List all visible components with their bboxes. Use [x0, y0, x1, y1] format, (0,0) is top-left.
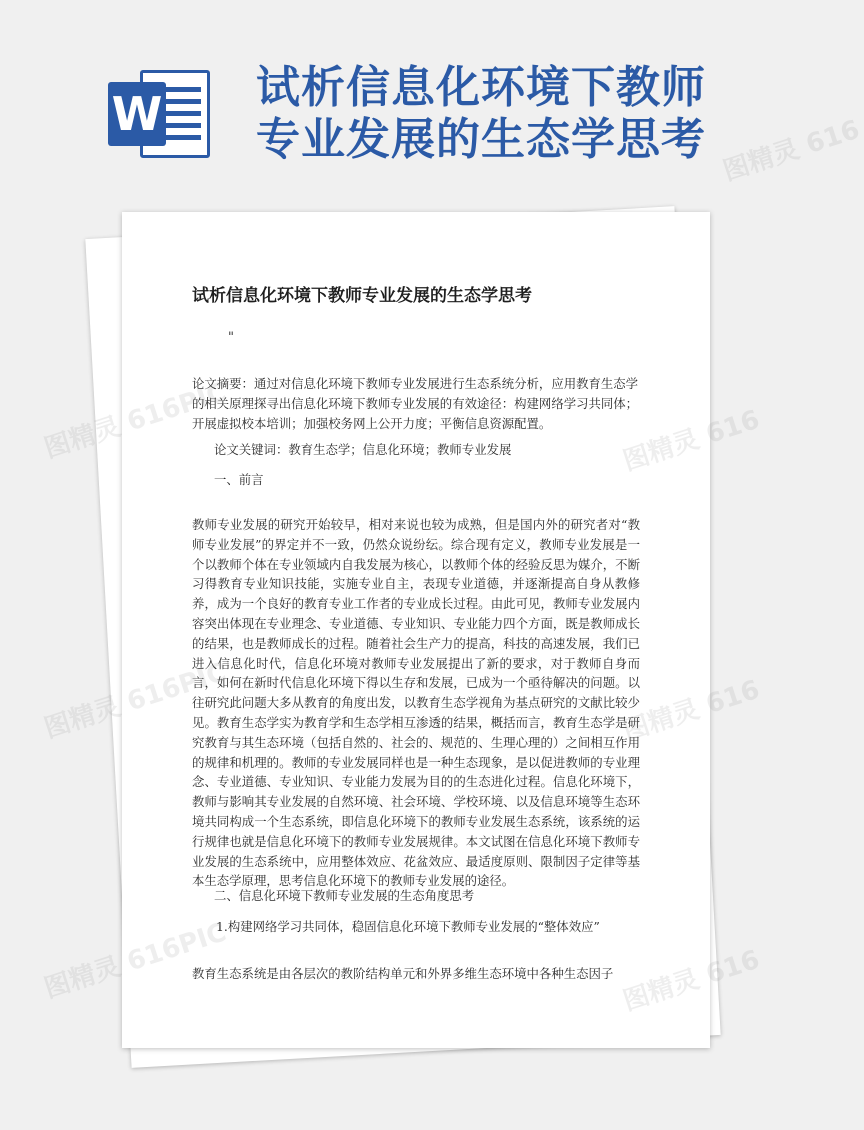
- document-page: [122, 212, 710, 1048]
- word-document-icon: [108, 64, 214, 164]
- watermark: 图精灵: [40, 411, 125, 465]
- word-icon-letter: W: [108, 82, 166, 146]
- subsection-heading-1: 1.构建网络学习共同体，稳固信息化环境下教师专业发展的“整体效应”: [216, 919, 600, 934]
- intro-paragraph: 教师专业发展的研究开始较早，相对来说也较为成熟，但是国内外的研究者对“教师专业发展”的界定并不一致，仍然众说纷纭。综合现有定义，教师专业发展是一个以教师个体在专业领域内自我发展为核心，以教师个体的经验反思为媒介，不断习得教育专业知识技能，实施专业自主，表现专业道德，并逐渐提高自身从教修养，成为一个良好的教育专业工作者的专业成长过程。由此可见，教师专业发展内容突出体现在专业理念、专业道德、专业知识、专业能力四个方面，既是教师成长的结果，也是教师成长的过程。随着社会生产力的提高，科技的高速发展，我们已进入信息化时代，信息化环境对教师专业发展提出了新的要求，对于教师自身而言，如何在新时代信息化环境下得以生存和发展，已成为一个亟待解决的问题。以往研究此问题大多从教育的角度出发，以教育生态学视角为基点研究的文献比较少见。教育生态学实为教育学和生态学相互渗透的结果，概括而言，教育生态学是研究教育与其生态环境（包括自然的、社会的、规范的、生理心理的）之间相互作用的规律和机理的。教师的专业发展同样也是一种生态现象，是以促进教师的专业理念、专业道德、专业知识、专业能力发展为目的的生态进化过程。信息化环境下，教师与影响其专业发展的自然环境、社会环境、学校环境、以及信息环境等生态环境共同构成一个生态系统，即信息化环境下的教师专业发展生态系统，该系统的运行规律也就是信息化环境下的教师专业发展规律。本文试图在信息化环境下教师专业发展的生态系统中，应用整体效应、花盆效应、最适度原则、限制因子定律等基本生态学原理，思考信息化环境下的教师专业发展的途径。: [192, 517, 640, 889]
- continuation-paragraph: 教育生态系统是由各层次的教阶结构单元和外界多维生态环境中各种生态因子: [192, 966, 614, 981]
- banner: [0, 0, 800, 200]
- section-heading-intro: 一、前言: [214, 472, 264, 487]
- watermark: 616: [702, 404, 764, 451]
- banner-title: [256, 62, 796, 166]
- watermark: 616: [702, 674, 764, 721]
- watermark: 616: [702, 944, 764, 991]
- watermark: 图精灵: [40, 951, 125, 1005]
- abstract-paragraph: 论文摘要：通过对信息化环境下教师专业发展进行生态系统分析，应用教育生态学的相关原理探寻出信息化环境下教师专业发展的有效途径：构建网络学习共同体；开展虚拟校本培训；加强校务网上公开力度；平衡信息资源配置。: [192, 376, 639, 431]
- quote-mark: ": [228, 330, 234, 345]
- banner-title-line2: 专业发展的生态学思考: [256, 114, 706, 165]
- document-title: 试析信息化环境下教师专业发展的生态学思考: [192, 286, 532, 306]
- watermark: 图精灵 616: [719, 114, 864, 187]
- section-heading-ecology: 二、信息化环境下教师专业发展的生态角度思考: [214, 888, 475, 903]
- watermark: 图精灵: [40, 691, 125, 745]
- banner-title-line1: 试析信息化环境下教师: [256, 62, 706, 113]
- keywords-line: 论文关键词：教育生态学；信息化环境；教师专业发展: [214, 442, 512, 457]
